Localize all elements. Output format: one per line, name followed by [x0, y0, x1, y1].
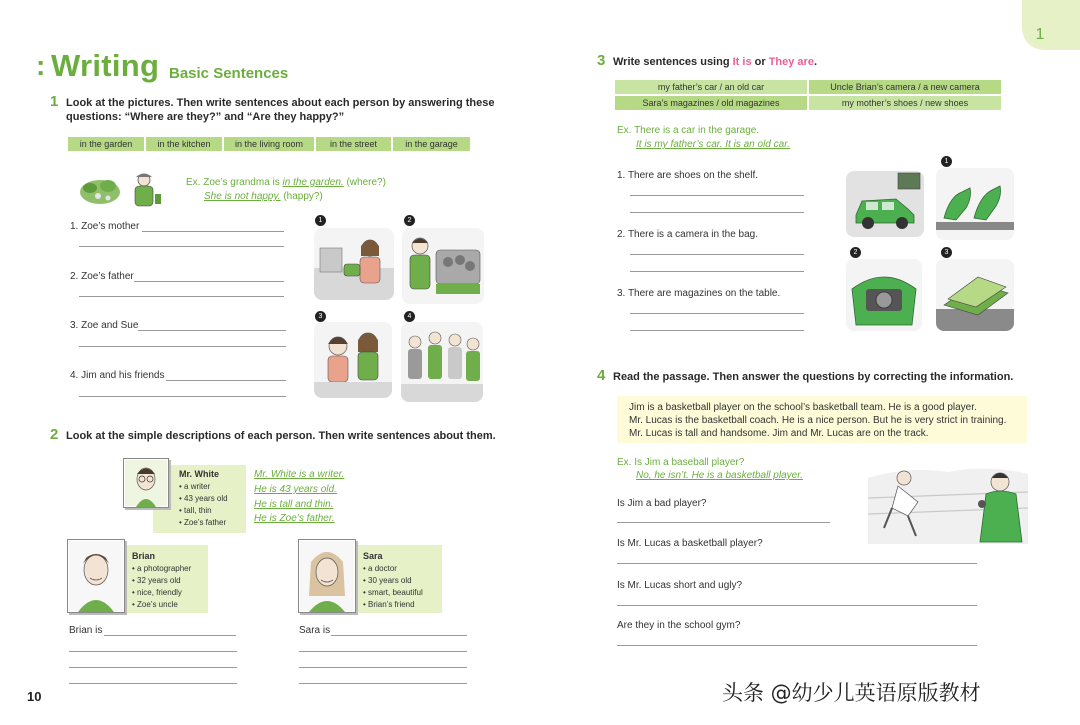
- mr-white-fact: • Zoe’s father: [179, 518, 227, 527]
- answer-line[interactable]: [331, 635, 467, 636]
- answer-line[interactable]: [630, 195, 804, 196]
- example-sentence: There is a car in the garage.: [634, 125, 760, 136]
- sara-prompt: Sara is: [299, 625, 331, 636]
- section-1-word-bank: [68, 137, 470, 151]
- brian-fact: • nice, friendly: [132, 588, 182, 597]
- page-subtitle: Basic Sentences: [169, 65, 289, 82]
- sara-name: Sara: [363, 551, 383, 561]
- father-garden-illustration: [402, 228, 484, 304]
- number-badge: 2: [404, 215, 415, 226]
- answer-line[interactable]: [299, 651, 467, 652]
- passage-line: Mr. Lucas is tall and handsome. Jim and Mr. Lucas are on the track.: [629, 428, 929, 439]
- section-1-item-4: 4. Jim and his friends: [70, 370, 165, 381]
- word-chip: in the street: [316, 137, 391, 151]
- example-answer-happy: She is not happy.: [204, 191, 281, 202]
- answer-line[interactable]: [69, 667, 237, 668]
- section-3-or: or: [751, 56, 769, 68]
- page-title: Writing: [51, 48, 160, 83]
- brian-portrait: [67, 539, 125, 613]
- answer-line[interactable]: [134, 281, 284, 282]
- example-label: Ex.: [186, 177, 201, 188]
- track-coach-illustration: [868, 458, 1028, 544]
- keyword-they-are: They are: [768, 56, 814, 68]
- section-3-item-3: 3. There are magazines on the table.: [617, 288, 781, 299]
- mr-white-answer: Mr. White is a writer.: [254, 469, 345, 480]
- section-3-item-2: 2. There is a camera in the bag.: [617, 229, 759, 240]
- sara-fact: • 30 years old: [363, 576, 412, 585]
- mr-white-fact: • 43 years old: [179, 494, 228, 503]
- answer-line[interactable]: [617, 563, 977, 564]
- answer-line[interactable]: [630, 313, 804, 314]
- brian-name: Brian: [132, 551, 156, 561]
- page-number: 10: [27, 689, 42, 704]
- answer-line[interactable]: [79, 246, 284, 247]
- answer-line[interactable]: [630, 254, 804, 255]
- brian-fact: • 32 years old: [132, 576, 181, 585]
- answer-line[interactable]: [630, 330, 804, 331]
- magazines-table-illustration: [936, 259, 1014, 331]
- answer-line[interactable]: [142, 231, 284, 232]
- section-3-instruction: [613, 55, 817, 69]
- section-4-instruction: Read the passage. Then answer the questions by correcting the information.: [613, 371, 1014, 383]
- answer-line[interactable]: [617, 605, 977, 606]
- word-chip: Uncle Brian’s camera / a new camera: [809, 80, 1001, 94]
- example-answer-where: in the garden.: [282, 177, 344, 188]
- mr-white-fact: • tall, thin: [179, 506, 212, 515]
- answer-line[interactable]: [79, 296, 284, 297]
- number-badge: 2: [850, 247, 861, 258]
- reading-passage: [617, 396, 1027, 443]
- grandma-garden-illustration: [78, 168, 168, 212]
- answer-line[interactable]: [299, 667, 467, 668]
- sara-fact: • a doctor: [363, 564, 397, 573]
- section-1-number: 1: [50, 93, 59, 110]
- example-hint-happy: (happy?): [280, 191, 323, 202]
- section-4-question-4: Are they in the school gym?: [617, 620, 741, 631]
- camera-bag-illustration: [846, 259, 922, 331]
- section-1-instruction-line1: Look at the pictures. Then write sentences about each person by answering these: [66, 97, 495, 109]
- section-4-number: 4: [597, 367, 606, 384]
- sara-fact: • Brian’s friend: [363, 600, 415, 609]
- shoes-shelf-illustration: [936, 168, 1014, 240]
- word-chip: my mother’s shoes / new shoes: [809, 96, 1001, 110]
- number-badge: 4: [404, 311, 415, 322]
- answer-line[interactable]: [138, 330, 286, 331]
- word-chip: in the kitchen: [146, 137, 222, 151]
- section-3-example-answer: It is my father’s car. It is an old car.: [636, 139, 790, 150]
- brian-fact: • a photographer: [132, 564, 192, 573]
- section-4-question-3: Is Mr. Lucas short and ugly?: [617, 580, 743, 591]
- mr-white-name: Mr. White: [179, 469, 219, 479]
- watermark-text: 头条 @幼少儿英语原版教材: [722, 681, 981, 705]
- section-4-example-question: Ex. Is Jim a baseball player?: [617, 457, 745, 468]
- number-badge: 3: [941, 247, 952, 258]
- keyword-it-is: It is: [732, 56, 752, 68]
- mr-white-answer: He is Zoe’s father.: [254, 513, 335, 524]
- mr-white-fact: • a writer: [179, 482, 211, 491]
- answer-line[interactable]: [166, 380, 286, 381]
- answer-line[interactable]: [79, 346, 286, 347]
- word-chip: in the garden: [68, 137, 144, 151]
- section-3-instruction-prefix: Write sentences using: [613, 56, 733, 68]
- section-2-instruction: Look at the simple descriptions of each person. Then write sentences about them.: [66, 430, 496, 442]
- passage-line: Jim is a basketball player on the school’s basketball team. He is a good player.: [629, 402, 977, 413]
- number-badge: 1: [315, 215, 326, 226]
- brian-fact: • Zoe’s uncle: [132, 600, 178, 609]
- section-3-word-bank: [615, 80, 1001, 110]
- title-colon: :: [36, 50, 46, 81]
- answer-line[interactable]: [69, 651, 237, 652]
- answer-line[interactable]: [630, 212, 804, 213]
- section-1-instruction-line2: questions: “Where are they?” and “Are they happy?”: [66, 111, 345, 123]
- old-car-illustration: [846, 171, 924, 237]
- answer-line[interactable]: [299, 683, 467, 684]
- section-1-item-1: 1. Zoe’s mother: [70, 221, 140, 232]
- answer-line[interactable]: [630, 271, 804, 272]
- section-1-example-line2: [204, 190, 323, 204]
- answer-line[interactable]: [104, 635, 236, 636]
- example-label: Ex.: [617, 125, 632, 136]
- example-prompt: Zoe’s grandma is: [203, 177, 283, 188]
- section-3-period: .: [813, 56, 817, 68]
- mother-kitchen-illustration: [314, 228, 394, 300]
- section-2-number: 2: [50, 426, 59, 443]
- section-1-item-2: 2. Zoe’s father: [70, 271, 134, 282]
- section-3-item-1: 1. There are shoes on the shelf.: [617, 170, 759, 181]
- section-4-example-answer: No, he isn’t. He is a basketball player.: [636, 470, 803, 481]
- word-chip: my father’s car / an old car: [615, 80, 807, 94]
- answer-line[interactable]: [69, 683, 237, 684]
- zoe-sue-illustration: [314, 322, 392, 398]
- word-chip: in the garage: [393, 137, 470, 151]
- word-chip: in the living room: [224, 137, 314, 151]
- brian-prompt: Brian is: [69, 625, 103, 636]
- answer-line[interactable]: [79, 396, 286, 397]
- jim-friends-street-illustration: [401, 322, 483, 402]
- section-4-question-2: Is Mr. Lucas a basketball player?: [617, 538, 763, 549]
- number-badge: 3: [315, 311, 326, 322]
- answer-line[interactable]: [617, 522, 830, 523]
- answer-line[interactable]: [617, 645, 977, 646]
- word-chip: Sara’s magazines / old magazines: [615, 96, 807, 110]
- passage-line: Mr. Lucas is the basketball coach. He is a nice person. But he is very strict in training.: [629, 415, 1007, 426]
- sara-portrait: [298, 539, 356, 613]
- mr-white-answer: He is 43 years old.: [254, 484, 337, 495]
- page-tab: [1022, 0, 1080, 50]
- mr-white-answer: He is tall and thin.: [254, 499, 334, 510]
- sara-fact: • smart, beautiful: [363, 588, 423, 597]
- mr-white-portrait: [123, 458, 169, 508]
- page-tab-number: 1: [1035, 26, 1045, 43]
- section-3-number: 3: [597, 52, 606, 69]
- section-3-example-line1: [617, 124, 759, 138]
- section-1-example-line1: [186, 176, 386, 190]
- section-1-item-3: 3. Zoe and Sue: [70, 320, 139, 331]
- section-4-question-1: Is Jim a bad player?: [617, 498, 707, 509]
- example-hint-where: (where?): [343, 177, 386, 188]
- number-badge: 1: [941, 156, 952, 167]
